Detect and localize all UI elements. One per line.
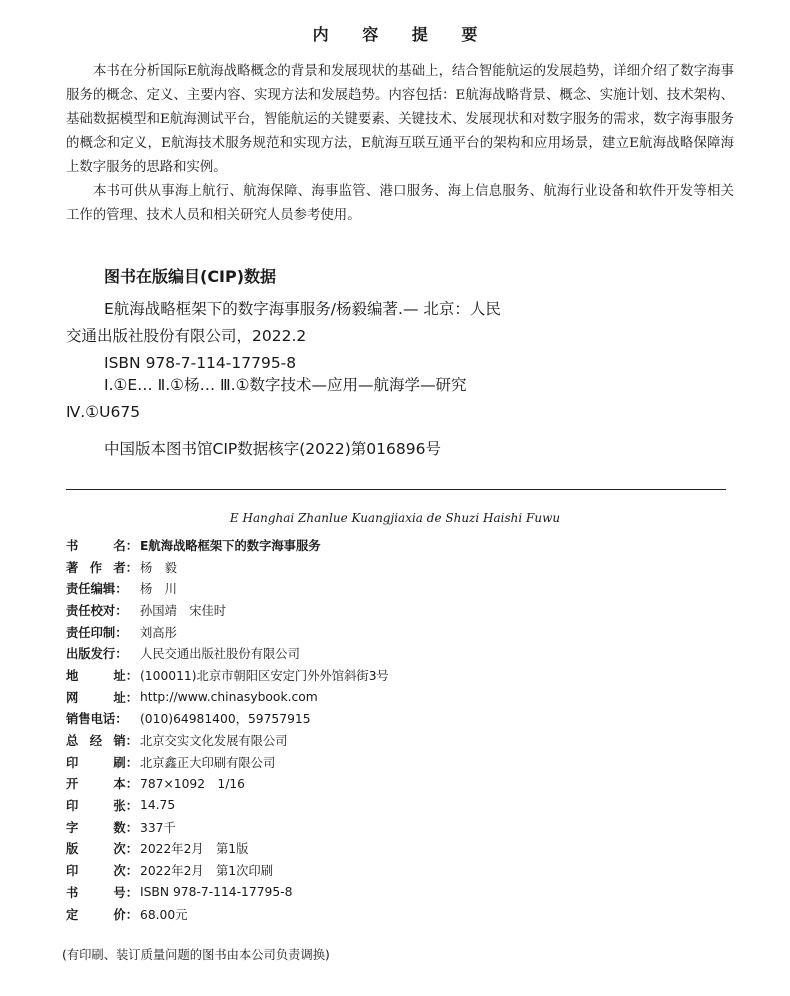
pinyin-title: E Hanghai Zhanlue Kuangjiaxia de Shuzi Haishi Fuwu: [229, 511, 561, 525]
metadata-value: 北京鑫正大印刷有限公司: [140, 755, 276, 770]
metadata-label-part: 销售电话：: [66, 712, 128, 727]
metadata-row: [66, 816, 666, 838]
metadata-label-part: 书: [66, 538, 79, 553]
metadata-row: [66, 859, 666, 881]
summary-section: [66, 60, 734, 228]
metadata-value: http://www.chinasybook.com: [140, 689, 318, 704]
metadata-label: [66, 818, 138, 836]
metadata-label-part: 经: [89, 734, 102, 749]
metadata-label: [66, 839, 138, 857]
metadata-label-part: 定: [66, 907, 79, 922]
metadata-row: [66, 708, 666, 730]
cip-subjects-block: [66, 372, 506, 426]
cip-core-block: [66, 436, 506, 463]
metadata-label-part: 著: [66, 560, 79, 575]
cip-record: [66, 296, 506, 377]
metadata-label: [66, 558, 138, 576]
metadata-value: 杨 川: [140, 582, 177, 597]
quality-footnote: (有印刷、装订质量问题的图书由本公司负责调换): [62, 948, 330, 962]
metadata-label: [66, 579, 138, 597]
metadata-label: [66, 753, 138, 771]
metadata-label-part: 址：: [113, 668, 138, 683]
metadata-row: [66, 729, 666, 751]
metadata-value: 2022年2月 第1次印刷: [140, 864, 274, 879]
publication-metadata: [66, 534, 666, 924]
metadata-row: [66, 664, 666, 686]
metadata-row: [66, 642, 666, 664]
metadata-label-part: 字: [66, 820, 79, 835]
metadata-value: (010)64981400，59757915: [140, 712, 311, 727]
metadata-value: E航海战略框架下的数字海事服务: [140, 538, 321, 553]
metadata-label: [66, 731, 138, 749]
metadata-label: [66, 536, 138, 554]
metadata-label: [66, 601, 138, 619]
metadata-label-part: 网: [66, 690, 79, 705]
summary-paragraph-1: 本书在分析国际E航海战略概念的背景和发展现状的基础上，结合智能航运的发展趋势，详细介绍了数字海事服务的概念、定义、主要内容、实现方法和发展趋势。内容包括：E航海战略背景、概念、实施计划、技术架构、基础数据模型和E航海测试平台，智能航运的关键要素、关键技术、发展现状和对数字服务的需求，数字海事服务的概念和定义，E航海技术服务规范和实现方法，E航海互联互通平台的架构和应用场景，建立E航海战略保障海上数字服务的思路和实例。: [66, 64, 734, 175]
metadata-row: [66, 903, 666, 925]
metadata-label: [66, 623, 138, 641]
metadata-label-part: 张：: [113, 799, 138, 814]
metadata-label-part: 刷：: [113, 755, 138, 770]
metadata-value: 337千: [140, 820, 176, 835]
cip-heading: 图书在版编目(CIP)数据: [104, 267, 277, 286]
metadata-label-part: 价：: [113, 907, 138, 922]
metadata-label-part: 责任印制：: [66, 625, 128, 640]
metadata-label-part: 总: [66, 734, 79, 749]
divider-rule: [66, 489, 726, 490]
metadata-value: 刘高彤: [140, 625, 177, 640]
page-title: 内 容 提 要: [312, 25, 492, 44]
metadata-value: ISBN 978-7-114-17795-8: [140, 884, 293, 899]
metadata-value: 人民交通出版社股份有限公司: [140, 647, 300, 662]
metadata-value: 14.75: [140, 798, 176, 813]
metadata-label-part: 书: [66, 885, 79, 900]
metadata-value: 2022年2月 第1版: [140, 842, 249, 857]
metadata-label: [66, 861, 138, 879]
summary-paragraph-2: 本书可供从事海上航行、航海保障、海事监管、港口服务、海上信息服务、航海行业设备和软件开发等相关工作的管理、技术人员和相关研究人员参考使用。: [66, 184, 734, 223]
metadata-value: 北京交实文化发展有限公司: [140, 734, 288, 749]
metadata-row: [66, 838, 666, 860]
metadata-label-part: 本：: [113, 777, 138, 792]
metadata-label-part: 地: [66, 668, 79, 683]
metadata-label-part: 印: [66, 799, 79, 814]
cip-core-number: 中国版本图书馆CIP数据核字(2022)第016896号: [104, 440, 441, 458]
metadata-label-part: 者：: [113, 560, 138, 575]
metadata-label-part: 址：: [113, 690, 138, 705]
metadata-row: [66, 621, 666, 643]
metadata-value: 孙国靖 宋佳时: [140, 603, 227, 618]
metadata-row: [66, 751, 666, 773]
metadata-value: 杨 毅: [140, 560, 177, 575]
metadata-label-part: 次：: [113, 864, 138, 879]
metadata-label-part: 版: [66, 842, 79, 857]
metadata-label: [66, 883, 138, 901]
metadata-label: [66, 905, 138, 923]
cip-isbn: ISBN 978-7-114-17795-8: [104, 354, 297, 372]
metadata-row: [66, 794, 666, 816]
metadata-label-part: 出版发行：: [66, 647, 128, 662]
cip-record-text: E航海战略框架下的数字海事服务/杨毅编著.— 北京：人民交通出版社股份有限公司，2022.2: [66, 300, 501, 345]
metadata-label-part: 印: [66, 755, 79, 770]
metadata-row: [66, 599, 666, 621]
metadata-label: [66, 796, 138, 814]
metadata-label-part: 印: [66, 864, 79, 879]
metadata-label: [66, 666, 138, 684]
metadata-row: [66, 556, 666, 578]
metadata-row: [66, 686, 666, 708]
metadata-row: [66, 534, 666, 556]
metadata-label: [66, 688, 138, 706]
cip-subjects: Ⅰ.①E… Ⅱ.①杨… Ⅲ.①数字技术—应用—航海学—研究 Ⅳ.①U675: [66, 376, 467, 421]
metadata-row: [66, 881, 666, 903]
metadata-label: [66, 774, 138, 792]
metadata-label-part: 名：: [113, 538, 138, 553]
metadata-label-part: 开: [66, 777, 79, 792]
metadata-label-part: 号：: [113, 885, 138, 900]
metadata-row: [66, 773, 666, 795]
metadata-label-part: 次：: [113, 842, 138, 857]
metadata-value: 787×1092 1/16: [140, 777, 245, 792]
metadata-label-part: 责任编辑：: [66, 582, 128, 597]
metadata-value: (100011)北京市朝阳区安定门外外馆斜街3号: [140, 668, 389, 683]
metadata-row: [66, 577, 666, 599]
metadata-label-part: 销：: [113, 734, 138, 749]
metadata-label-part: 责任校对：: [66, 603, 128, 618]
metadata-label: [66, 709, 138, 727]
metadata-label-part: 数：: [113, 820, 138, 835]
metadata-label-part: 作: [89, 560, 102, 575]
metadata-value: 68.00元: [140, 907, 188, 922]
metadata-label: [66, 644, 138, 662]
